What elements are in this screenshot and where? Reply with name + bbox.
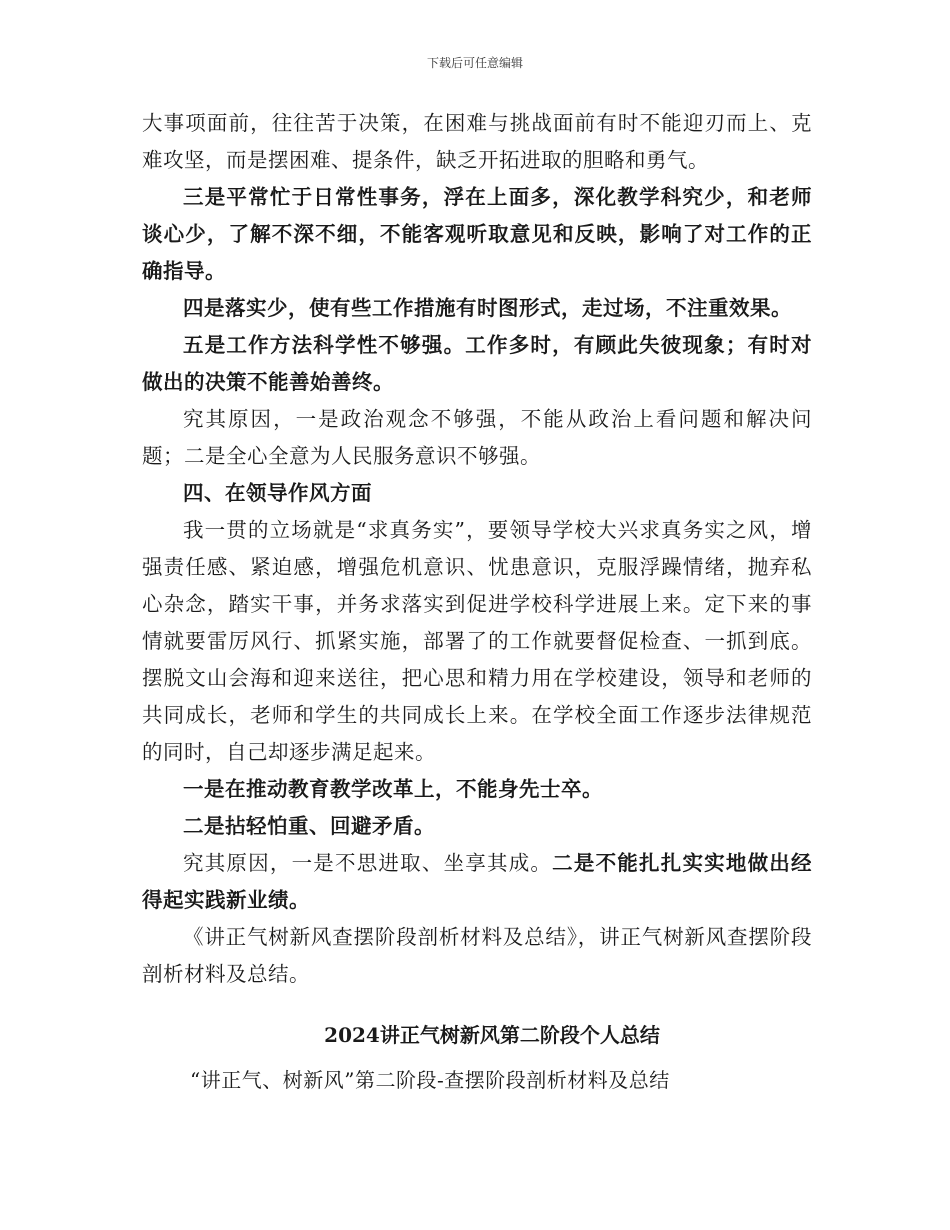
section-heading-leadership: 四、在领导作风方面	[183, 481, 372, 505]
paragraph-8: 一是在推动教育教学改革上，不能身先士卒。	[183, 777, 603, 801]
paragraph-10-bold: 二是不能扎扎实实地做出经得起实践新业绩。	[142, 851, 813, 912]
paragraph-9: 二是拈轻怕重、回避矛盾。	[183, 814, 435, 838]
paragraph-2: 三是平常忙于日常性事务，浮在上面多，深化教学科究少，和老师谈心少，了解不深不细，不能客观听取意见和反映，影响了对工作的正确指导。	[142, 185, 812, 283]
section-title: 2024讲正气树新风第二阶段个人总结	[324, 1023, 660, 1047]
paragraph-10-normal: 究其原因，一是不思进取、坐享其成。	[183, 851, 553, 875]
paragraph-4: 五是工作方法科学性不够强。工作多时，有顾此失彼现象；有时对做出的决策不能善始善终。	[142, 333, 812, 394]
paragraph-5: 究其原因，一是政治观念不够强，不能从政治上看问题和解决问题；二是全心全意为人民服务意识不够强。	[142, 407, 812, 468]
paragraph-10	[142, 845, 812, 919]
section-subtitle: “讲正气、树新风”第二阶段-查摆阶段剖析材料及总结	[190, 1068, 670, 1092]
paragraph-7: 我一贯的立场就是“求真务实”，要领导学校大兴求真务实之风，增强责任感、紧迫感，增强危机意识、忧患意识，克服浮躁情绪，抛弃私心杂念，踏实干事，并务求落实到促进学校科学进展上来。定下来的事情就要雷厉风行、抓紧实施，部署了的工作就要督促检查、一抓到底。摆脱文山会海和迎来送往，把心思和精力用在学校建设，领导和老师的共同成长，老师和学生的共同成长上来。在学校全面工作逐步法律规范的同时，自己却逐步满足起来。	[142, 518, 812, 764]
paragraph-3: 四是落实少，使有些工作措施有时图形式，走过场，不注重效果。	[183, 296, 792, 320]
page-header: 下载后可任意编辑	[426, 56, 523, 70]
spacer	[142, 993, 812, 1017]
document-body	[142, 105, 812, 1099]
paragraph-1: 大事项面前，往往苦于决策，在困难与挑战面前有时不能迎刃而上、克难攻坚，而是摆困难、提条件，缺乏开拓进取的胆略和勇气。	[142, 111, 812, 172]
spacer	[142, 1054, 812, 1062]
paragraph-11: 《讲正气树新风查摆阶段剖析材料及总结》，讲正气树新风查摆阶段剖析材料及总结。	[142, 925, 812, 986]
